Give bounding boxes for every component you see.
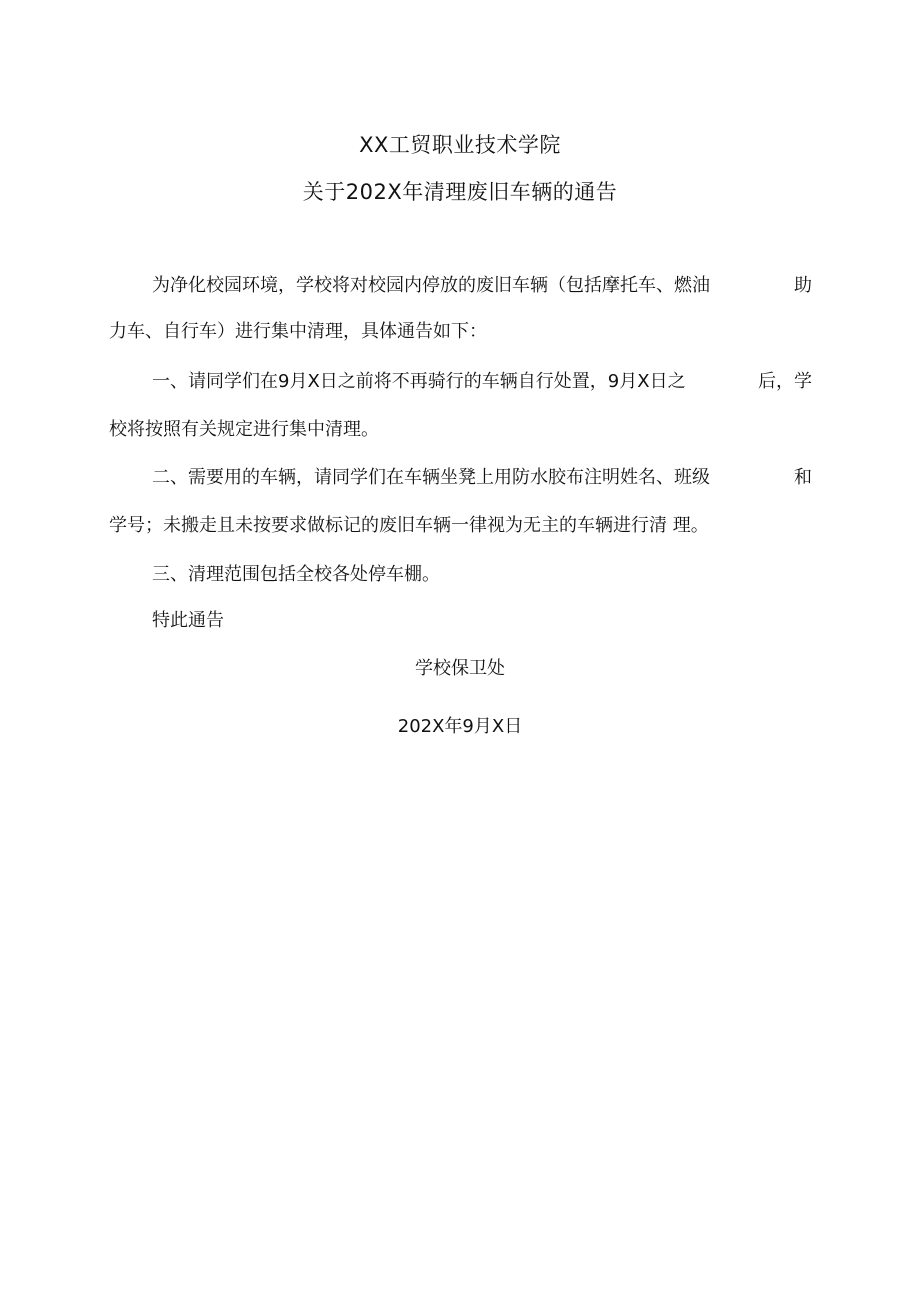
item-2-line-1 bbox=[152, 465, 812, 491]
item-2-line-1-end: 和 bbox=[794, 467, 812, 488]
item-1-line-2: 校将按照有关规定进行集中清理。 bbox=[109, 419, 379, 440]
item-1-line-1-text: 一、请同学们在9月X日之前将不再骑行的车辆自行处置，9月X日之 bbox=[152, 371, 686, 392]
issuer-name: 学校保卫处 bbox=[415, 658, 505, 679]
item-1-line-1-end: 后，学 bbox=[758, 371, 812, 392]
paragraph-intro-line-1-text: 为净化校园环境，学校将对校园内停放的废旧车辆（包括摩托车、燃油 bbox=[152, 275, 710, 296]
document-title-notice: 关于202X年清理废旧车辆的通告 bbox=[302, 180, 618, 204]
item-2-line-1-text: 二、需要用的车辆，请同学们在车辆坐凳上用防水胶布注明姓名、班级 bbox=[152, 467, 710, 488]
issue-date: 202X年9月X日 bbox=[397, 716, 523, 737]
item-2-line-2: 学号；未搬走且未按要求做标记的废旧车辆一律视为无主的车辆进行清 理。 bbox=[109, 515, 709, 536]
paragraph-intro-line-2: 力车、自行车）进行集中清理，具体通告如下： bbox=[109, 321, 487, 342]
document-title-institution: XX工贸职业技术学院 bbox=[359, 133, 561, 157]
paragraph-intro-line-1-end: 助 bbox=[794, 275, 812, 296]
item-3: 三、清理范围包括全校各处停车棚。 bbox=[152, 564, 440, 585]
item-1-line-1 bbox=[152, 369, 812, 395]
paragraph-intro-line-1 bbox=[152, 273, 812, 299]
closing-text: 特此通告 bbox=[152, 610, 224, 631]
